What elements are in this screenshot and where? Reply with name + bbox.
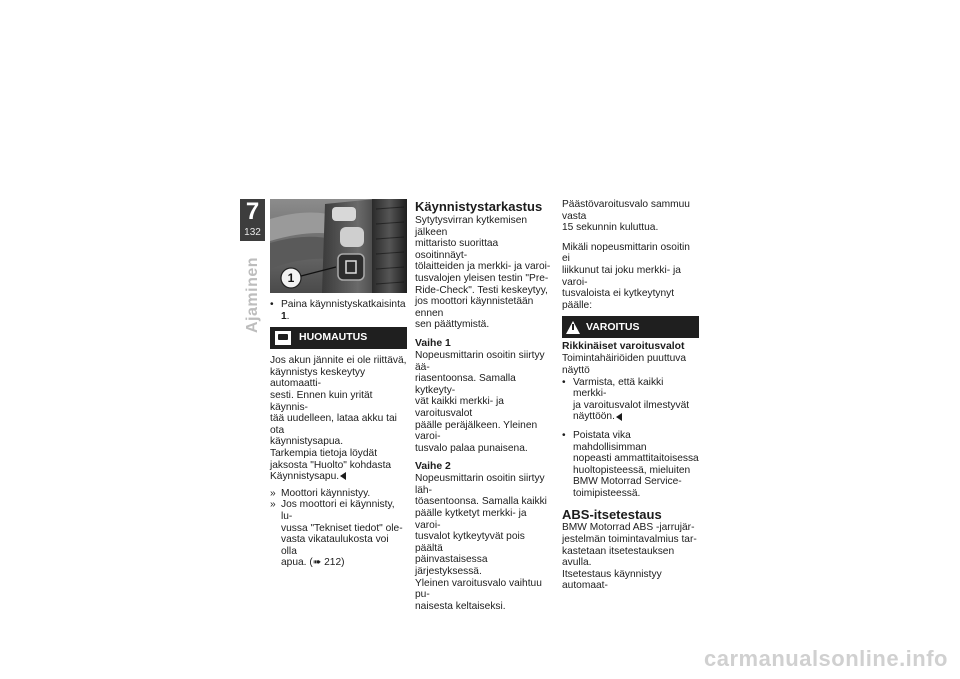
note-line: sesti. Ennen kuin yrität käynnis- (270, 389, 373, 413)
end-marker-icon (340, 472, 346, 480)
text-line: sen päättymistä. (415, 319, 490, 331)
callout-label: 1 (287, 271, 295, 285)
text-line: jestelmän toimintavalmius tar- (562, 534, 697, 546)
result-line: vasta vikataulukosta voi olla (281, 534, 389, 557)
abs-heading: ABS-itsetestaus (562, 507, 662, 523)
handlebar-switch-photo (270, 199, 407, 293)
text-line: tusvalot kytkeytyvät pois päältä (415, 531, 525, 554)
text-line: riasentoonsa. Samalla kytkeyty- (415, 373, 516, 396)
warning-banner (562, 316, 699, 338)
warning-icon (566, 321, 580, 334)
result-line: apua. ( (281, 557, 313, 569)
warning-bullet (562, 430, 699, 500)
text-line: Itsetestaus käynnistyy automaat- (562, 568, 662, 592)
text-line: mittaristo suorittaa osoitinnäyt- (415, 238, 499, 261)
text-line: päälle kytketyt merkki- ja varoi- (415, 508, 527, 531)
warning-label: VAROITUS (586, 320, 640, 333)
step-2-text (415, 473, 551, 612)
watermark: carmanualsonline.info (704, 646, 948, 671)
result-symbol: » (270, 499, 276, 511)
text-line: Varmista, että kaikki merkki- (573, 376, 664, 400)
result-symbol: » (270, 487, 276, 499)
note-banner (270, 327, 407, 349)
text-line: päinvastaisessa järjestyksessä. (415, 554, 488, 578)
bullet-symbol: • (562, 376, 566, 388)
text-line: tusvalojen yleisen testin "Pre- (415, 272, 549, 284)
note-line: käynnistys keskeytyy automaatti- (270, 366, 366, 390)
text-line: Toimintahäiriöiden puuttuva (562, 353, 687, 365)
instruction-text: Paina käynnistyskatkaisinta (281, 299, 406, 310)
note-line: Jos akun jännite ei ole riittävä, (270, 355, 407, 367)
note-line: tää uudelleen, lataa akku tai ota (270, 413, 397, 436)
column-2 (415, 199, 551, 612)
page-ref[interactable]: 212) (324, 557, 345, 569)
intro-text (415, 215, 551, 331)
instruction-ref: 1 (281, 310, 287, 322)
text-line: Yleinen varoitusvalo vaihtuu pu- (415, 577, 542, 601)
text-line: nopeasti ammattitaitoisessa (573, 453, 699, 465)
result-line: Moottori käynnistyy. (281, 487, 371, 499)
condition-text (562, 242, 699, 312)
note-icon (275, 331, 291, 345)
note-line: Käynnistysapu. (270, 471, 340, 483)
end-marker-icon (616, 413, 622, 421)
warning-title: Rikkinäiset varoitusvalot (562, 341, 685, 353)
page-number: 132 (244, 227, 261, 238)
bullet-symbol: • (562, 429, 566, 441)
text-line: tölaitteiden ja merkki- ja varoi- (415, 261, 551, 273)
result-item (270, 499, 407, 569)
text-line: näyttöön. (573, 411, 615, 423)
abs-text (562, 522, 699, 592)
text-line: Päästövaroitusvalo sammuu vasta (562, 199, 690, 222)
text-line: Nopeusmittarin osoitin siirtyy ää- (415, 349, 545, 373)
result-item (270, 488, 407, 500)
text-line: töasentoonsa. Samalla kaikki (415, 496, 547, 508)
text-line: tusvaloista ei kytkeytynyt päälle: (562, 288, 675, 311)
warning-subtitle (562, 353, 699, 376)
note-line: käynnistysapua. (270, 436, 344, 448)
text-line: naisesta keltaiseksi. (415, 600, 506, 612)
column-3 (562, 199, 699, 592)
section-heading: Käynnistystarkastus (415, 199, 543, 214)
text-line: Sytytysvirran kytkemisen jälkeen (415, 215, 528, 238)
text-line: Mikäli nopeusmittarin osoitin ei (562, 241, 690, 265)
text-line: huoltopisteessä, mieluiten (573, 464, 691, 476)
text-line: Nopeusmittarin osoitin siirtyy läh- (415, 473, 545, 496)
text-line: näyttö (562, 364, 590, 376)
note-body (270, 355, 407, 483)
text-line: Poistata vika mahdollisimman (573, 429, 647, 453)
result-line: Jos moottori ei käynnisty, lu- (281, 499, 395, 522)
note-label: HUOMAUTUS (299, 331, 368, 344)
chapter-title: Ajaminen (244, 256, 261, 333)
instruction-bullet: • Paina käynnistyskatkaisinta 1. (270, 299, 406, 322)
text-line: toimipisteessä. (573, 487, 641, 499)
bullet-symbol: • (270, 299, 274, 310)
text-line: BMW Motorrad ABS -jarrujär- (562, 522, 695, 534)
column-1 (270, 299, 407, 569)
step-1-title: Vaihe 1 (415, 337, 451, 349)
text-line: liikkunut tai joku merkki- ja varoi- (562, 264, 681, 288)
text-line: BMW Motorrad Service- (573, 476, 682, 488)
warning-bullet (562, 377, 699, 423)
note-line: jaksosta "Huolto" kohdasta (270, 459, 392, 471)
text-line: vät kaikki merkki- ja varoitusvalot (415, 396, 504, 419)
text-line: kastetaan itsetestauksen avulla. (562, 545, 675, 569)
result-list (270, 488, 407, 569)
emission-text (562, 199, 699, 234)
text-line: Ride-Check". Testi keskeytyy, (415, 284, 548, 296)
note-line: Tarkempia tietoja löydät (270, 447, 378, 459)
text-line: ja varoitusvalot ilmestyvät (573, 399, 690, 411)
text-line: 15 sekunnin kuluttua. (562, 222, 659, 234)
result-line: vussa "Tekniset tiedot" ole- (281, 522, 403, 534)
page-ref-icon: ➠ (312, 557, 322, 569)
chapter-number: 7 (245, 198, 260, 225)
text-line: tusvalo palaa punaisena. (415, 442, 528, 454)
step-1-text (415, 350, 551, 454)
text-line: jos moottori käynnistetään ennen (415, 296, 534, 319)
text-line: päälle peräjälkeen. Yleinen varoi- (415, 419, 538, 443)
step-2-title: Vaihe 2 (415, 461, 451, 473)
